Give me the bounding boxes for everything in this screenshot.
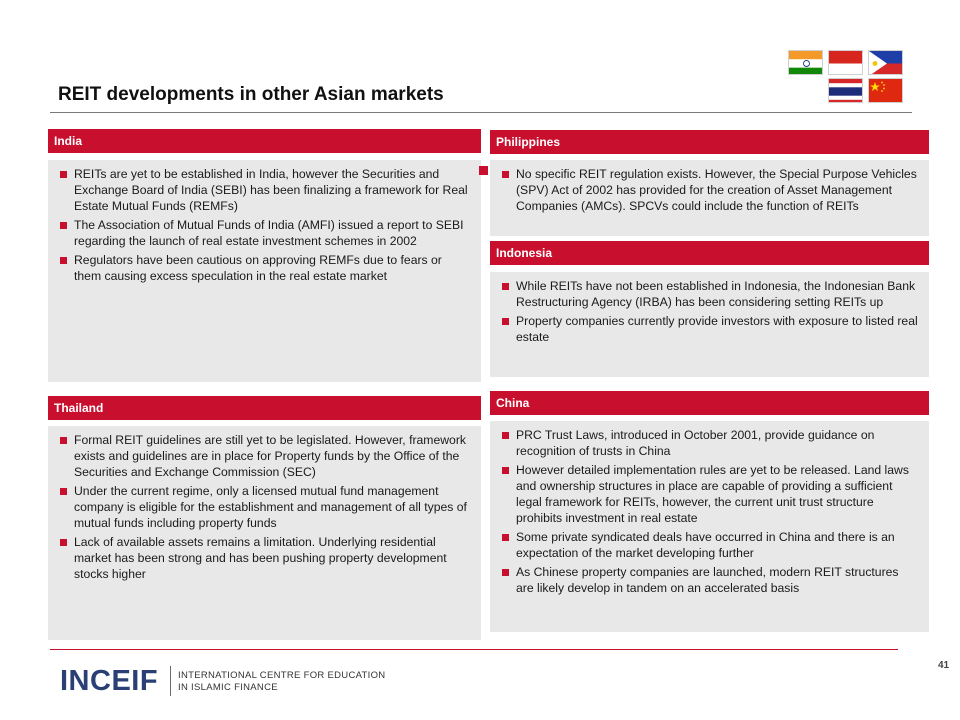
indonesia-flag (828, 50, 863, 75)
philippines-panel-heading: Philippines (490, 130, 929, 154)
china-panel (490, 421, 929, 632)
china-flag (868, 78, 903, 103)
page-title: REIT developments in other Asian markets (58, 84, 444, 105)
china-bullet-list (500, 427, 919, 596)
organization-name (178, 670, 385, 694)
list-item: REITs are yet to be established in India, however the Securities and Exchange Board of India (SEBI) has been finalizing a framework for Real Estate Mutual Funds (REMFs) (58, 166, 471, 214)
title-divider (50, 112, 912, 113)
section-marker (479, 166, 488, 175)
inceif-logo: INCEIF (60, 665, 159, 697)
philippines-bullet-list (500, 166, 919, 214)
thailand-panel (48, 426, 481, 640)
indonesia-panel-heading: Indonesia (490, 241, 929, 265)
organization-name-line-2: IN ISLAMIC FINANCE (178, 682, 278, 693)
list-item: Property companies currently provide investors with exposure to listed real estate (500, 313, 919, 345)
list-item: Lack of available assets remains a limitation. Underlying residential market has been strong and has been pushing property development stocks higher (58, 534, 471, 582)
philippines-flag (868, 50, 903, 75)
india-panel-heading: India (48, 129, 481, 153)
thailand-flag (828, 78, 863, 103)
list-item: Regulators have been cautious on approving REMFs due to fears or them causing excess speculation in the real estate market (58, 252, 471, 284)
thailand-panel-heading: Thailand (48, 396, 481, 420)
footer-divider (50, 649, 898, 650)
organization-name-line-1: INTERNATIONAL CENTRE FOR EDUCATION (178, 670, 386, 681)
list-item: Some private syndicated deals have occurred in China and there is an expectation of the market developing further (500, 529, 919, 561)
list-item: Under the current regime, only a licensed mutual fund management company is eligible for the establishment and management of all types of mutual funds including property funds (58, 483, 471, 531)
list-item: While REITs have not been established in Indonesia, the Indonesian Bank Restructuring Agency (IRBA) has been considering setting REITs up (500, 278, 919, 310)
thailand-bullet-list (58, 432, 471, 582)
india-panel (48, 160, 481, 382)
list-item: PRC Trust Laws, introduced in October 2001, provide guidance on recognition of trusts in China (500, 427, 919, 459)
list-item: As Chinese property companies are launched, modern REIT structures are likely develop in tandem on an accelerated basis (500, 564, 919, 596)
indonesia-panel (490, 272, 929, 377)
india-bullet-list (58, 166, 471, 284)
list-item: However detailed implementation rules are yet to be released. Land laws and ownership structures in place are capable of providing a sufficient legal framework for REITs, however, the current unit trust structure prohibits investment in real estate (500, 462, 919, 526)
page-number: 41 (938, 660, 950, 671)
list-item: No specific REIT regulation exists. However, the Special Purpose Vehicles (SPV) Act of 2002 has provided for the creation of Asset Management Companies (AMCs). SPCVs could include the function of REITs (500, 166, 919, 214)
india-flag (788, 50, 823, 75)
list-item: Formal REIT guidelines are still yet to be legislated. However, framework exists and guidelines are in place for Property funds by the Office of the Securities and Exchange Commission (SEC) (58, 432, 471, 480)
logo-separator (170, 666, 171, 696)
list-item: The Association of Mutual Funds of India (AMFI) issued a report to SEBI regarding the launch of real estate investment schemes in 2002 (58, 217, 471, 249)
indonesia-bullet-list (500, 278, 919, 345)
china-panel-heading: China (490, 391, 929, 415)
philippines-panel (490, 160, 929, 236)
